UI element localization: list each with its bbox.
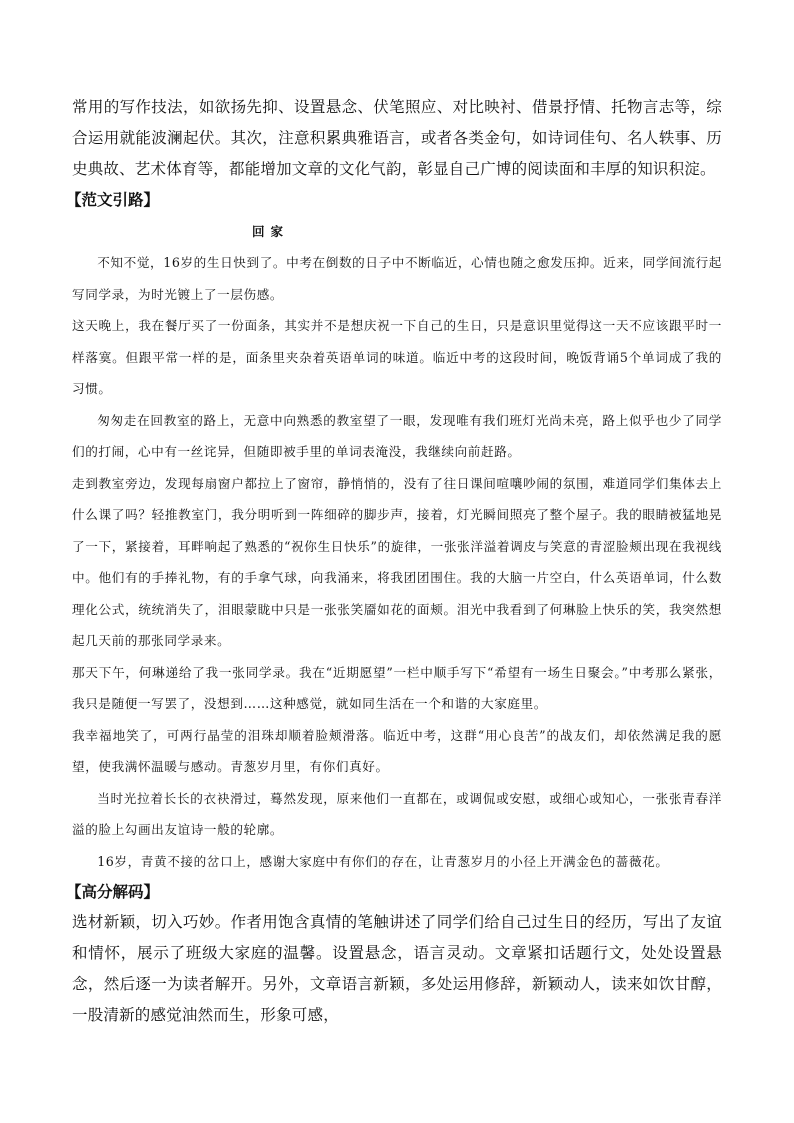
analysis-paragraph: 选材新颖，切入巧妙。作者用饱含真情的笔触讲述了同学们给自己过生日的经历，写出了友谊和情怀，展示了班级大家庭的温馨。设置悬念，语言灵动。文章紧扣话题行文，处处设置悬念，然后逐一为读者解开。另外，文章语言新颖，多处运用修辞，新颖动人，读来如饮甘醇，一股清新的感觉油然而生，形象可感， [72,913,722,1024]
essay-title: 回家 [252,224,290,239]
essay-body [72,247,722,877]
essay-paragraph-1: 不知不觉，16岁的生日快到了。中考在倒数的日子中不断临近，心情也随之愈发压抑。近来，同学间流行起写同学录，为时光镀上了一层伤感。 [72,255,722,302]
essay-paragraph-3: 匆匆走在回教室的路上，无意中向熟悉的教室望了一眼，发现唯有我们班灯光尚未亮，路上似乎也少了同学们的打闹，心中有一丝诧异，但随即被手里的单词表淹没，我继续向前赶路。 [72,412,722,459]
essay-paragraph-5: 那天下午，何琳递给了我一张同学录。我在“近期愿望”一栏中顺手写下“希望有一场生日聚会。”中考那么紧张，我只是随便一写罢了，没想到……这种感觉，就如同生活在一个和谐的大家庭里。 [72,664,722,711]
essay-paragraph-8: 16岁，青黄不接的岔口上，感谢大家庭中有你们的存在，让青葱岁月的小径上开满金色的蔷薇花。 [97,853,669,869]
essay-paragraph-6: 我幸福地笑了，可两行晶莹的泪珠却顺着脸颊滑落。临近中考，这群“用心良苦”的战友们，却依然满足我的愿望，使我满怀温暖与感动。青葱岁月里，有你们真好。 [72,727,722,774]
intro-paragraph: 常用的写作技法，如欲扬先抑、设置悬念、伏笔照应、对比映衬、借景抒情、托物言志等，综合运用就能波澜起伏。其次，注意积累典雅语言，或者各类金句，如诗词佳句、名人轶事、历史典故、艺术体育等，都能增加文章的文化气韵，彰显自己广博的阅读面和丰厚的知识积淀。 [72,98,722,178]
analysis-heading: 【高分解码】 [66,883,160,901]
essay-paragraph-4: 走到教室旁边，发现每扇窗户都拉上了窗帘，静悄悄的，没有了往日课间喧嚷吵闹的氛围，难道同学们集体去上什么课了吗？轻推教室门，我分明听到一阵细碎的脚步声，接着，灯光瞬间照亮了整个屋子。我的眼睛被猛地晃了一下，紧接着，耳畔响起了熟悉的“祝你生日快乐”的旋律，一张张洋溢着调皮与笑意的青涩脸颊出现在我视线中。他们有的手捧礼物，有的手拿气球，向我涌来，将我团团围住。我的大脑一片空白，什么英语单词，什么数理化公式，统统消失了，泪眼蒙眬中只是一张张笑靥如花的面颊。泪光中我看到了何琳脸上快乐的笑，我突然想起几天前的那张同学录来。 [72,475,722,648]
essay-paragraph-7: 当时光拉着长长的衣袂滑过，蓦然发现，原来他们一直都在，或调侃或安慰，或细心或知心，一张张青春洋溢的脸上勾画出友谊诗一般的轮廓。 [72,790,722,837]
model-essay-heading: 【范文引路】 [66,191,160,209]
document-page [66,92,722,1031]
essay-paragraph-2: 这天晚上，我在餐厅买了一份面条，其实并不是想庆祝一下自己的生日，只是意识里觉得这一天不应该跟平时一样落寞。但跟平常一样的是，面条里夹杂着英语单词的味道。临近中考的这段时间，晚饭背诵5个单词成了我的习惯。 [72,318,722,396]
